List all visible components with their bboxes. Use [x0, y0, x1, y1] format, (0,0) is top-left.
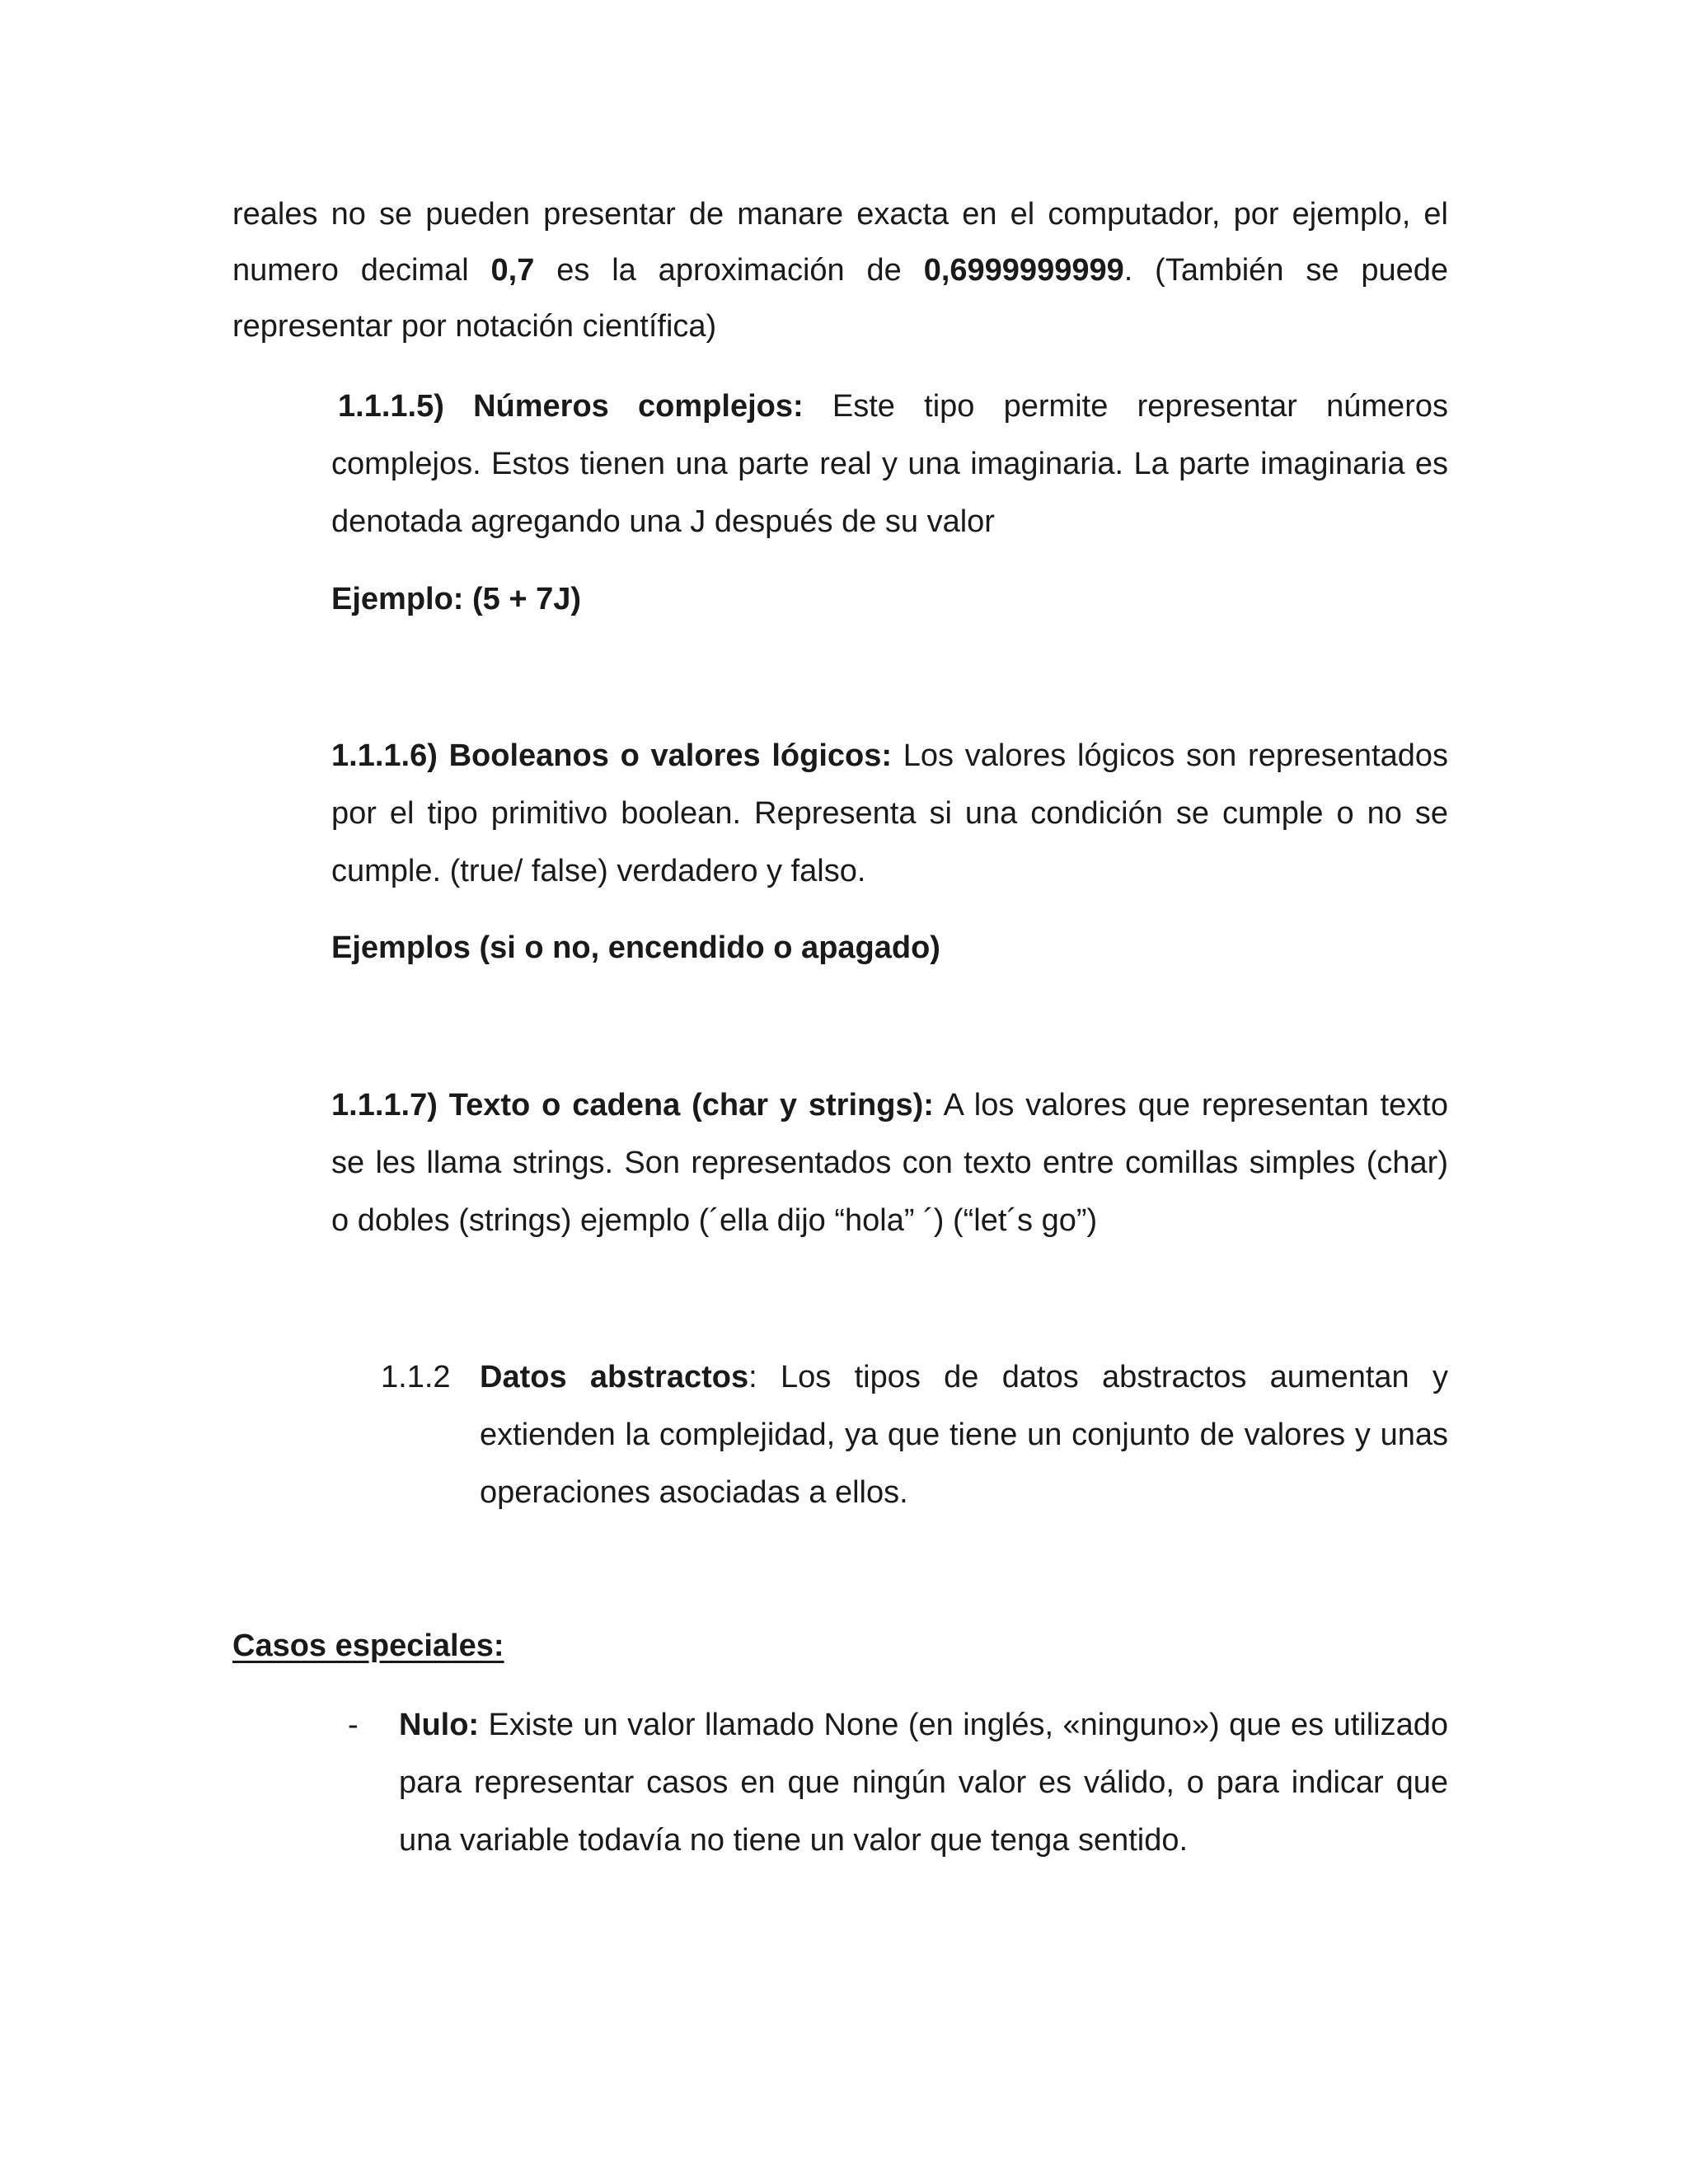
complex-numbers-paragraph: [331, 377, 1448, 551]
intro-bold-approximation: 0,6999999999: [923, 253, 1124, 288]
abstract-data-heading: Datos abstractos: [480, 1360, 749, 1394]
intro-paragraph: [232, 186, 1448, 354]
null-text: Existe un valor llamado None (en inglés, «ninguno») que es utilizado para representar casos en que ningún valor es válido, o para indicar que una variable todavía no tiene un valor que tenga sentido.: [399, 1708, 1448, 1858]
text-type-text: A los valores que representan texto se les llama strings. Son representados con texto entre comillas simples (char) o dobles (strings) ejemplo (´ella dijo “hola” ´) (“let´s go”): [331, 1088, 1448, 1238]
boolean-example: Ejemplos (si o no, encendido o apagado): [331, 930, 940, 965]
abstract-data-text: : Los tipos de datos abstractos aumentan y extienden la complejidad, ya que tiene un conjunto de valores y unas operaciones asociadas a ellos.: [480, 1360, 1448, 1510]
intro-text-2: es la aproximación de: [534, 253, 924, 288]
text-type-heading: 1.1.1.7) Texto o cadena (char y strings):: [331, 1088, 934, 1122]
complex-numbers-text: Este tipo permite representar números complejos. Estos tienen una parte real y una imaginaria. La parte imaginaria es denotada agregando una J después de su valor: [331, 389, 1448, 539]
intro-bold-decimal: 0,7: [490, 253, 535, 288]
boolean-text: Los valores lógicos son representados por el tipo primitivo boolean. Representa si una condición se cumple o no se cumple. (true/ false) verdadero y falso.: [331, 738, 1448, 888]
null-label: Nulo:: [399, 1708, 480, 1742]
complex-numbers-example: Ejemplo: (5 + 7J): [331, 582, 582, 616]
intro-text-3: . (También se puede representar por notación científica): [232, 253, 1448, 344]
intro-text-1: reales no se pueden presentar de manare exacta en el computador, por ejemplo, el numero decimal: [232, 197, 1448, 288]
abstract-data-paragraph: [480, 1348, 1448, 1521]
abstract-section-number: 1.1.2: [381, 1360, 451, 1394]
null-paragraph: [399, 1696, 1448, 1869]
text-type-paragraph: [331, 1076, 1448, 1249]
special-cases-heading: Casos especiales:: [232, 1629, 504, 1663]
bullet-marker: -: [348, 1708, 359, 1742]
boolean-heading: 1.1.1.6) Booleanos o valores lógicos:: [331, 738, 893, 773]
complex-numbers-heading: 1.1.1.5) Números complejos:: [338, 389, 804, 424]
boolean-paragraph: [331, 727, 1448, 900]
